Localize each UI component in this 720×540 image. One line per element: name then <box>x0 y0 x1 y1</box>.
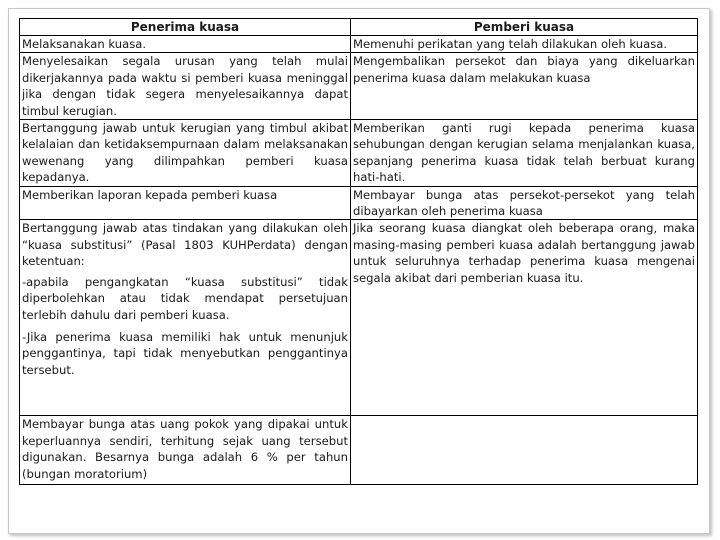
cell-text: -Jika penerima kuasa memiliki hak untuk menunjuk penggantinya, tapi tidak menyebutkan penggantinya tersebut. <box>22 329 348 377</box>
cell-penerima <box>20 186 351 220</box>
cell-text: Membayar bunga atas persekot-persekot yang telah dibayarkan oleh penerima kuasa <box>353 187 695 219</box>
cell-text: Melaksanakan kuasa. <box>22 37 147 51</box>
header-pemberi-kuasa: Pemberi kuasa <box>351 19 698 36</box>
table-row <box>20 416 698 485</box>
cell-text: Menyelesaikan segala urusan yang telah mulai dikerjakannya pada waktu si pemberi kuasa meninggal jika dengan tidak segera menyelesaikannya dapat timbul kerugian. <box>22 54 348 118</box>
table-row <box>20 53 698 120</box>
cell-penerima <box>20 220 351 416</box>
cell-pemberi <box>351 53 698 120</box>
cell-penerima <box>20 416 351 485</box>
cell-text: Memberikan ganti rugi kepada penerima kuasa sehubungan dengan kerugian selama menjalankan kuasa, sepanjang penerima kuasa tidak telah berbuat kurang hati-hati. <box>353 121 695 185</box>
cell-pemberi <box>351 220 698 416</box>
table-row <box>20 220 698 416</box>
cell-text: Mengembalikan persekot dan biaya yang dikeluarkan penerima kuasa dalam melakukan kuasa <box>353 54 695 85</box>
cell-text: Memberikan laporan kepada pemberi kuasa <box>22 187 278 202</box>
table-row <box>20 186 698 220</box>
table-header-row <box>20 19 698 36</box>
cell-pemberi <box>351 120 698 187</box>
cell-penerima <box>20 120 351 187</box>
cell-text: Jika seorang kuasa diangkat oleh beberapa orang, maka masing-masing pemberi kuasa adalah bertanggung jawab untuk seluruhnya terhadap penerima kuasa mengenai segala akibat dari pemberian kuasa itu. <box>353 221 695 285</box>
header-penerima-kuasa: Penerima kuasa <box>20 19 351 36</box>
cell-text: Bertanggung jawab atas tindakan yang dilakukan oleh “kuasa substitusi” (Pasal 1803 KUHPerdata) dengan ketentuan: <box>22 221 348 269</box>
cell-text: Bertanggung jawab untuk kerugian yang timbul akibat kelalaian dan ketidaksempurnaan dalam melaksanakan wewenang yang dilimpahkan pemberi kuasa kepadanya. <box>22 121 348 185</box>
cell-text: Memenuhi perikatan yang telah dilakukan oleh kuasa. <box>353 37 668 51</box>
cell-pemberi-empty <box>351 416 698 485</box>
cell-pemberi <box>351 36 698 53</box>
table-row <box>20 36 698 53</box>
cell-text: Membayar bunga atas uang pokok yang dipakai untuk keperluannya sendiri, terhitung sejak uang tersebut digunakan. Besarnya bunga adalah 6 % per tahun (bungan moratorium) <box>22 417 348 481</box>
cell-text: -apabila pengangkatan “kuasa substitusi” tidak diperbolehkan atau tidak mendapat persetujuan terlebih dahulu dari pemberi kuasa. <box>22 274 348 322</box>
comparison-table <box>19 18 698 485</box>
cell-penerima <box>20 53 351 120</box>
table-row <box>20 120 698 187</box>
cell-penerima <box>20 36 351 53</box>
cell-pemberi <box>351 186 698 220</box>
